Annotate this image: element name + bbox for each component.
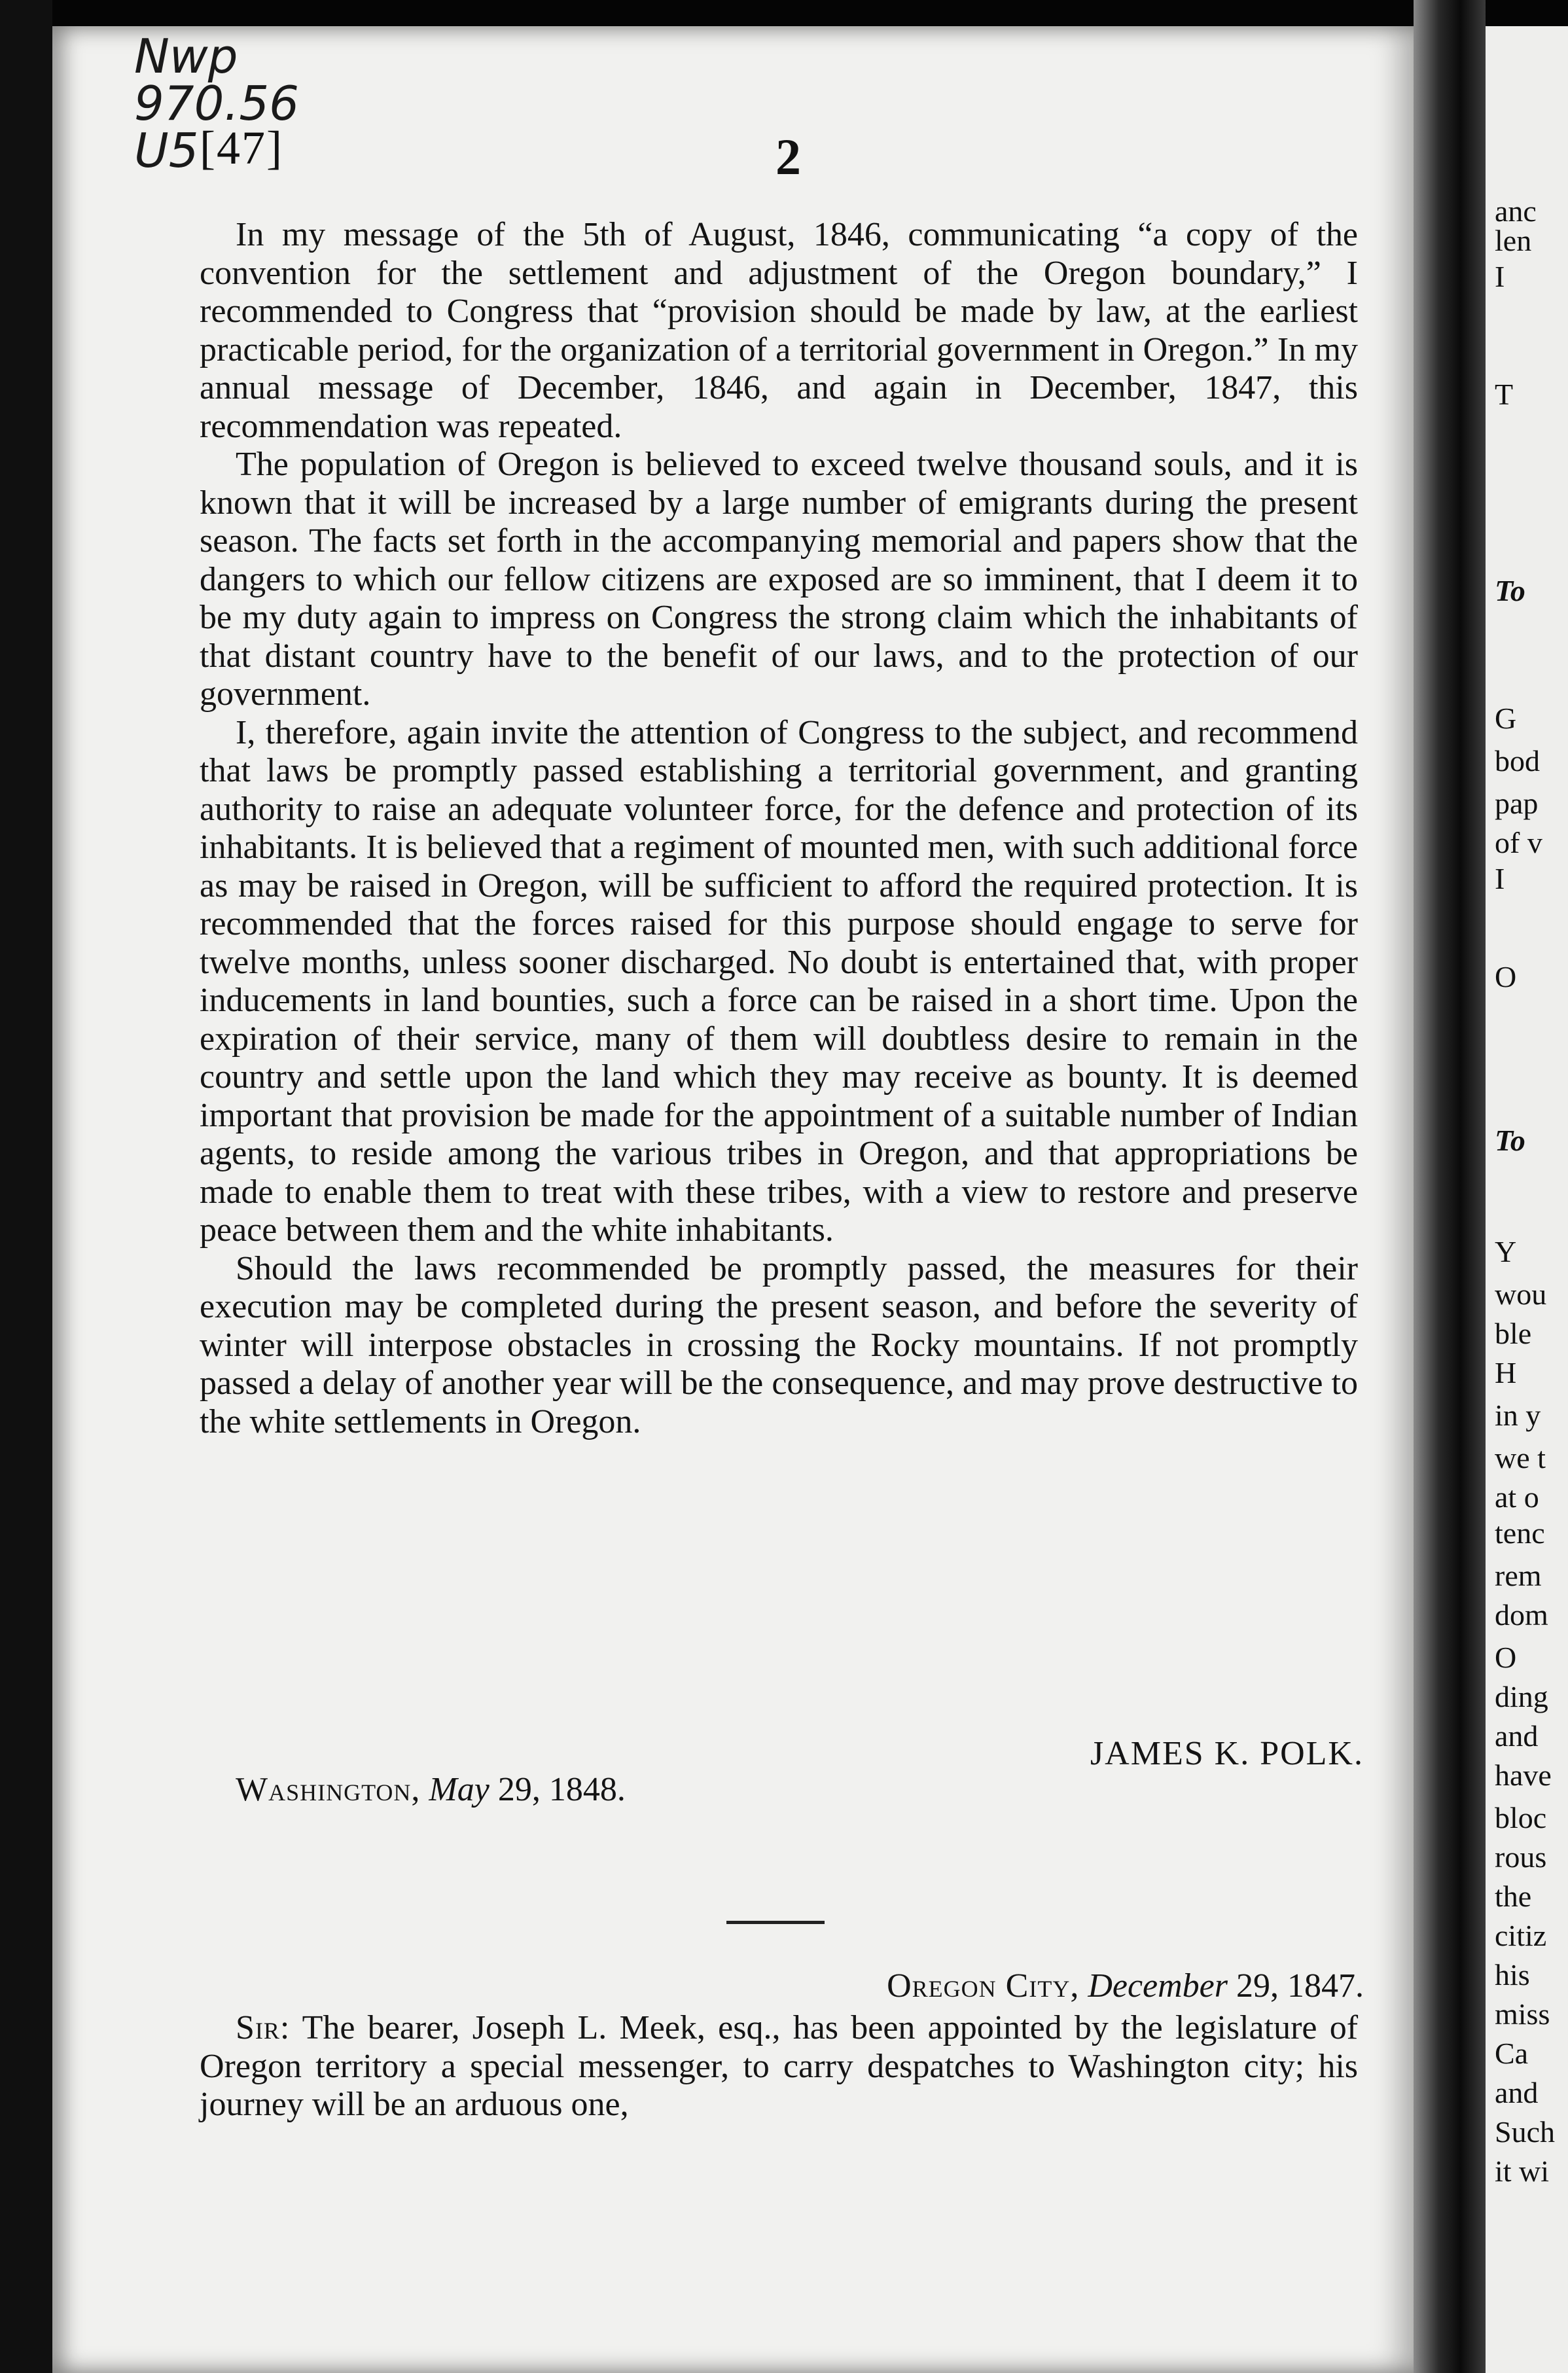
dateline-month: May <box>429 1771 490 1808</box>
paragraph: The population of Oregon is believed to exceed twelve thousand souls, and it is known that it will be increased by a large number of emigrants during the present season. The facts set forth in the accompanying memorial and papers show that the dangers to which our fellow citizens are exposed are so imminent, that I deem it to be my duty again to impress on Congress the strong claim which the inhabitants of that distant country have to the benefit of our laws, and to the protection of our government. <box>200 446 1358 713</box>
scan-top-border <box>0 0 1568 26</box>
document-reference: [47] <box>200 122 283 174</box>
adjacent-page-fragment: miss <box>1495 1997 1550 2031</box>
letter-paragraph <box>200 2009 1358 2124</box>
letter-body <box>200 2009 1358 2124</box>
call-number-line: 970.56 <box>134 76 299 131</box>
adjacent-page-fragment: I <box>1495 260 1505 293</box>
adjacent-page-fragment: len <box>1495 224 1532 257</box>
adjacent-page-fragment: H <box>1495 1356 1517 1389</box>
adjacent-page-edge <box>1486 26 1568 2373</box>
adjacent-page-fragment: T <box>1495 378 1514 411</box>
call-number-line: U5 <box>134 123 199 178</box>
paragraph: In my message of the 5th of August, 1846, communicating “a copy of the convention for the settlement and adjustment of the Oregon boundary,” I recommended to Congress that “provision should be made by law, at the earliest practicable period, for the organization of a territorial government in Oregon.” In my annual message of December, 1846, and again in December, 1847, this recommendation was repeated. <box>200 216 1358 445</box>
adjacent-page-fragment: rous <box>1495 1840 1547 1874</box>
adjacent-page-fragment: the <box>1495 1880 1532 1913</box>
adjacent-page-fragment: pap <box>1495 787 1539 820</box>
paragraph: I, therefore, again invite the attention of Congress to the subject, and recommend that laws be promptly passed establishing a territorial government, and granting authority to raise an adequate volunteer force, for the defence and protection of its inhabitants. It is believed that a regiment of mounted men, with such additional force as may be raised in Oregon, will be sufficient to afford the required protection. It is recommended that the forces raised for this purpose should engage to serve for twelve months, unless sooner discharged. No doubt is entertained that, with proper inducements in land bounties, such a force can be raised in a short time. Upon the expiration of their service, many of them will doubtless desire to remain in the country and settle upon the land which they may receive as bounty. It is deemed important that provision be made for the appointment of a suitable number of Indian agents, to reside among the various tribes in Oregon, and that appropriations be made to enable them to treat with these tribes, with a view to restore and preserve peace between them and the white inhabitants. <box>200 713 1358 1249</box>
adjacent-page-fragment: wou <box>1495 1277 1547 1311</box>
adjacent-page-fragment: Ca <box>1495 2037 1529 2070</box>
adjacent-page-fragment: and <box>1495 2076 1539 2109</box>
adjacent-page-fragment: O <box>1495 960 1517 993</box>
adjacent-page-fragment: I <box>1495 862 1505 895</box>
letter-date: December <box>1088 1967 1228 2005</box>
dateline-place: Washington, <box>236 1771 421 1808</box>
adjacent-page-fragment: To <box>1495 574 1525 607</box>
letter-place: Oregon City, <box>887 1967 1080 2005</box>
adjacent-page-fragment: citiz <box>1495 1919 1547 1952</box>
letter-heading <box>887 1967 1364 2005</box>
adjacent-page-fragment: Y <box>1495 1235 1517 1268</box>
adjacent-page-fragment: ding <box>1495 1680 1548 1713</box>
adjacent-page-fragment: we t <box>1495 1441 1546 1474</box>
adjacent-page-fragment: To <box>1495 1124 1525 1157</box>
paragraph: Should the laws recommended be promptly passed, the measures for their execution may be completed during the present season, and before the severity of winter will interpose obstacles in crossing the Rocky mountains. If not promptly passed a delay of another year will be the consequence, and may prove destructive to the white settlements in Oregon. <box>200 1249 1358 1440</box>
book-gutter <box>1414 0 1486 2373</box>
section-divider <box>726 1921 825 1924</box>
adjacent-page-fragment: ble <box>1495 1317 1532 1350</box>
adjacent-page-fragment: his <box>1495 1958 1530 1991</box>
letter-date-rest: 29, 1847. <box>1236 1967 1364 2005</box>
adjacent-page-fragment: bod <box>1495 744 1540 777</box>
adjacent-page-fragment: G <box>1495 702 1517 735</box>
adjacent-page-fragment: anc <box>1495 194 1537 228</box>
signature: JAMES K. POLK. <box>1090 1735 1364 1772</box>
scan-left-border <box>0 0 52 2373</box>
adjacent-page-fragment: at o <box>1495 1480 1539 1514</box>
adjacent-page-fragment: O <box>1495 1641 1517 1674</box>
adjacent-page-fragment: Such <box>1495 2115 1555 2149</box>
adjacent-page-fragment: in y <box>1495 1399 1541 1432</box>
adjacent-page-fragment: bloc <box>1495 1801 1547 1834</box>
salutation: Sir: <box>236 2009 291 2046</box>
adjacent-page-fragment: it wi <box>1495 2154 1550 2188</box>
adjacent-page-fragment: rem <box>1495 1559 1542 1592</box>
letter-text: The bearer, Joseph L. Meek, esq., has been appointed by the legislature of Oregon territory a special messenger, to carry despatches to Washington city; his journey will be an arduous one, <box>200 2009 1359 2123</box>
message-body <box>200 216 1358 1441</box>
adjacent-page-fragment: dom <box>1495 1598 1548 1632</box>
dateline <box>236 1770 626 1809</box>
adjacent-page-fragment: and <box>1495 1719 1539 1753</box>
call-number-line: Nwp <box>134 29 238 84</box>
adjacent-page-fragment: have <box>1495 1758 1552 1792</box>
adjacent-page-fragment: of v <box>1495 826 1542 859</box>
dateline-rest: 29, 1848. <box>497 1771 626 1808</box>
adjacent-page-fragment: tenc <box>1495 1516 1545 1550</box>
page-number: 2 <box>775 128 801 185</box>
